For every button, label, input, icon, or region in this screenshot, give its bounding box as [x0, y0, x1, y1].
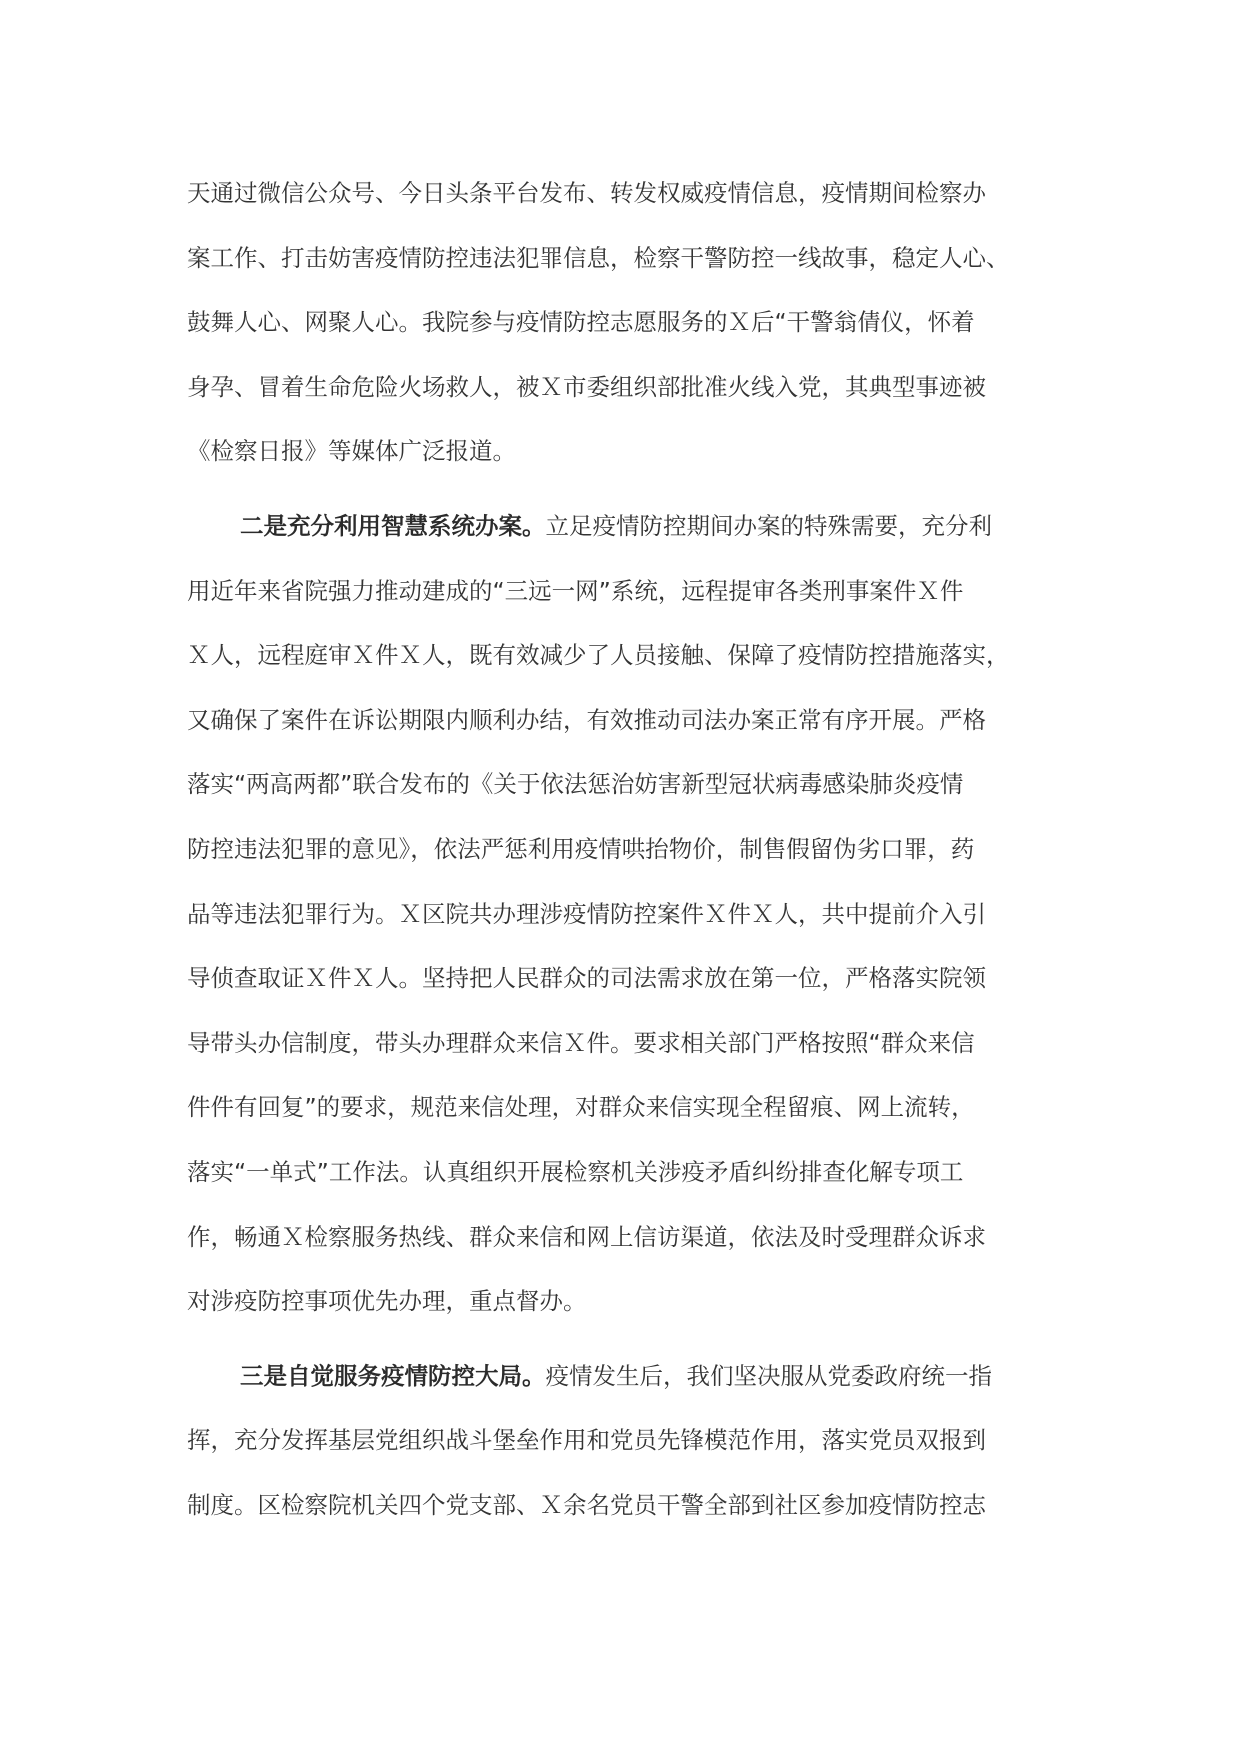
text-line: 落实“两高两都”联合发布的《关于依法惩治妨害新型冠状病毒感染肺炎疫情 — [187, 770, 964, 799]
paragraph-first-line — [187, 1359, 1049, 1424]
text-line: 导侦查取证Ｘ件Ｘ人。坚持把人民群众的司法需求放在第一位，严格落实院领 — [187, 964, 986, 993]
text-line: 又确保了案件在诉讼期限内顺利办结，有效推动司法办案正常有序开展。严格 — [187, 705, 986, 734]
paragraph-heading: 二是充分利用智慧系统办案。 — [240, 511, 546, 540]
text-line: 《检察日报》等媒体广泛报道。 — [187, 437, 516, 466]
text-line: 件件有回复”的要求，规范来信处理，对群众来信实现全程留痕、网上流转， — [187, 1093, 975, 1122]
paragraph-heading: 三是自觉服务疫情防控大局。 — [240, 1361, 546, 1390]
document-body — [187, 176, 1049, 1552]
text-line: 身孕、冒着生命危险火场救人，被Ｘ市委组织部批准火线入党，其典型事迹被 — [187, 372, 986, 401]
text-line: 制度。区检察院机关四个党支部、Ｘ余名党员干警全部到社区参加疫情防控志 — [187, 1490, 986, 1519]
text-line: Ｘ人，远程庭审Ｘ件Ｘ人，既有效减少了人员接触、保障了疫情防控措施落实， — [187, 641, 1010, 670]
paragraph-first-line — [187, 509, 1049, 574]
paragraph-2 — [187, 509, 1049, 1349]
text-line: 防控违法犯罪的意见》，依法严惩利用疫情哄抬物价，制售假留伪劣口罪，药 — [187, 834, 975, 863]
text-run: 疫情发生后，我们坚决服从党委政府统一指 — [545, 1361, 992, 1390]
text-line: 作，畅通Ｘ检察服务热线、群众来信和网上信访渠道，依法及时受理群众诉求 — [187, 1222, 986, 1251]
text-line: 落实“一单式”工作法。认真组织开展检察机关涉疫矛盾纠纷排查化解专项工 — [187, 1157, 964, 1186]
text-line: 案工作、打击妨害疫情防控违法犯罪信息，检察干警防控一线故事，稳定人心、 — [187, 243, 1010, 272]
paragraph-3 — [187, 1359, 1049, 1553]
text-line: 对涉疫防控事项优先办理，重点督办。 — [187, 1287, 587, 1316]
text-line: 鼓舞人心、网聚人心。我院参与疫情防控志愿服务的Ｘ后“干警翁倩仪，怀着 — [187, 308, 975, 337]
text-line: 导带头办信制度，带头办理群众来信Ｘ件。要求相关部门严格按照“群众来信 — [187, 1028, 975, 1057]
text-run: 立足疫情防控期间办案的特殊需要，充分利 — [545, 511, 992, 540]
text-line: 天通过微信公众号、今日头条平台发布、转发权威疫情信息，疫情期间检察办 — [187, 179, 986, 207]
text-line: 挥，充分发挥基层党组织战斗堡垒作用和党员先锋模范作用，落实党员双报到 — [187, 1426, 986, 1455]
text-line: 品等违法犯罪行为。Ｘ区院共办理涉疫情防控案件Ｘ件Ｘ人，共中提前介入引 — [187, 899, 986, 928]
paragraph-1 — [187, 176, 1049, 499]
text-line: 用近年来省院强力推动建成的“三远一网”系统，远程提审各类刑事案件Ｘ件 — [187, 576, 964, 605]
